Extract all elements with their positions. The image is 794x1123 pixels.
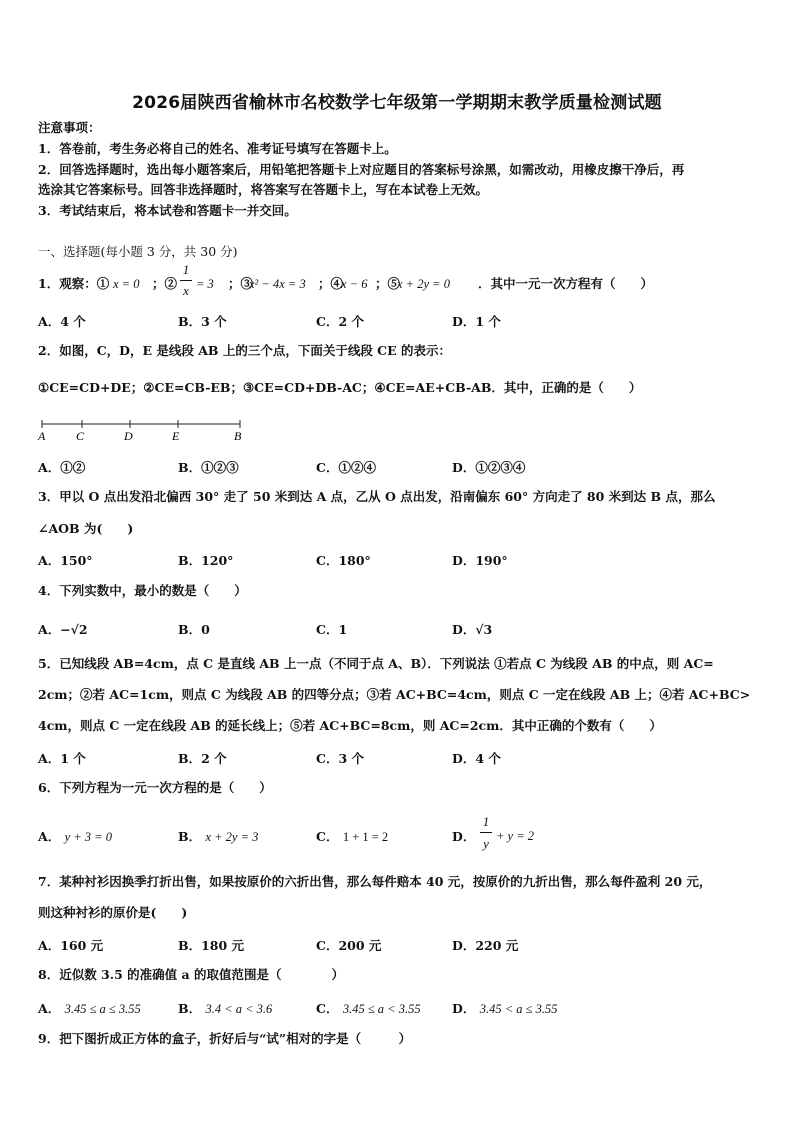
q4-option-b[interactable]: B．0 [178, 622, 210, 637]
notice-item-2-cont: 选涂其它答案标号。回答非选择题时，将答案写在答题卡上，写在本试卷上无效。 [38, 182, 489, 197]
q1-sep2: ；③ [228, 276, 254, 291]
notice-heading: 注意事项： [38, 120, 101, 135]
q1-frac-bar [180, 280, 192, 281]
q6-option-a-expr: y + 3 = 0 [64, 830, 112, 844]
q2-segment-figure [36, 412, 251, 446]
q1-frac-den: x [183, 283, 189, 298]
q2-option-c[interactable]: C．①②④ [316, 460, 376, 475]
label-b: B [234, 429, 242, 443]
q7-line2: 则这种衬衫的原价是( ) [38, 905, 188, 920]
q8-option-a[interactable] [38, 999, 141, 1017]
q1-eq5: x + 2y = 0 [397, 277, 450, 291]
label-e: E [172, 429, 180, 443]
q8-option-a-label: A． [38, 1001, 61, 1016]
q5-line1: 5．已知线段 AB=4cm，点 C 是直线 AB 上一点（不同于点 A、B）．下列说法 ①若点 C 为线段 AB 的中点，则 AC= [38, 656, 714, 671]
q6-option-b-expr: x + 2y = 3 [205, 830, 259, 844]
notice-item-2: 2．回答选择题时，选出每小题答案后，用铅笔把答题卡上对应题目的答案标号涂黑，如需改动，用橡皮擦干净后，再 [38, 162, 685, 177]
q1-sep1: ；② [152, 276, 178, 291]
q5-line2: 2cm；②若 AC=1cm，则点 C 为线段 AB 的四等分点；③若 AC+BC=4cm，则点 C 一定在线段 AB 上；④若 AC+BC> [38, 687, 751, 702]
q1-eq4: x − 6 [341, 277, 368, 291]
q2-option-a[interactable]: A．①② [38, 460, 86, 475]
q6-d-frac-bar [480, 832, 492, 833]
q6-option-d[interactable] [452, 827, 475, 845]
q8-option-c-expr: 3.45 ≤ a < 3.55 [342, 1002, 421, 1016]
q6-option-b[interactable] [178, 827, 258, 845]
q1-suffix: ．其中一元一次方程有（ ） [478, 276, 654, 291]
label-a: A [38, 429, 46, 443]
q6-option-c[interactable] [316, 827, 388, 845]
q1-option-c[interactable]: C．2 个 [316, 314, 364, 329]
q6-option-d-label: D． [452, 829, 476, 844]
q8-option-d-label: D． [452, 1001, 476, 1016]
q2-stem: 2．如图，C，D，E 是线段 AB 上的三个点，下面关于线段 CE 的表示： [38, 343, 452, 358]
q5-line3: 4cm，则点 C 一定在线段 AB 的延长线上；⑤若 AC+BC=8cm，则 AC=2cm．其中正确的个数有（ ） [38, 718, 662, 733]
q1-eq1: x = 0 [113, 277, 140, 291]
q8-option-b-label: B． [178, 1001, 202, 1016]
q5-option-b[interactable]: B．2 个 [178, 751, 227, 766]
q3-line2: ∠AOB 为( ) [38, 521, 134, 536]
notice-item-3: 3．考试结束后，将本试卷和答题卡一并交回。 [38, 203, 297, 218]
q8-option-a-expr: 3.45 ≤ a ≤ 3.55 [64, 1002, 141, 1016]
q6-d-frac-num: 1 [482, 814, 490, 829]
q3-line1: 3．甲以 O 点出发沿北偏西 30° 走了 50 米到达 A 点，乙从 O 点出发，沿南偏东 60° 方向走了 80 米到达 B 点，那么 [38, 489, 716, 504]
q7-option-a[interactable]: A．160 元 [38, 938, 104, 953]
q5-option-d[interactable]: D．4 个 [452, 751, 501, 766]
q8-option-c-label: C． [316, 1001, 339, 1016]
q6-d-expr: + y = 2 [496, 829, 535, 843]
q6-option-a[interactable] [38, 827, 112, 845]
q3-option-c[interactable]: C．180° [316, 553, 371, 568]
page-title: 2026届陕西省榆林市名校数学七年级第一学期期末教学质量检测试题 [132, 93, 662, 113]
q5-option-c[interactable]: C．3 个 [316, 751, 364, 766]
q8-stem: 8．近似数 3.5 的准确值 a 的取值范围是（ ） [38, 967, 344, 982]
q1-prefix: 1．观察：① [38, 276, 110, 291]
section-heading-choice: 一、选择题(每小题 3 分，共 30 分) [38, 244, 238, 259]
q7-option-b[interactable]: B．180 元 [178, 938, 245, 953]
q3-option-d[interactable]: D．190° [452, 553, 508, 568]
q2-option-d[interactable]: D．①②③④ [452, 460, 526, 475]
q6-d-frac-den: y [483, 836, 489, 851]
q4-stem: 4．下列实数中，最小的数是（ ） [38, 583, 247, 598]
q1-option-a[interactable]: A．4 个 [38, 314, 86, 329]
label-c: C [76, 429, 85, 443]
q7-option-c[interactable]: C．200 元 [316, 938, 382, 953]
q3-option-b[interactable]: B．120° [178, 553, 234, 568]
q7-option-d[interactable]: D．220 元 [452, 938, 519, 953]
q2-statements: ①CE=CD+DE；②CE=CB-EB；③CE=CD+DB-AC；④CE=AE+CB-AB．其中，正确的是（ ） [38, 380, 642, 395]
q8-option-d-expr: 3.45 < a ≤ 3.55 [479, 1002, 558, 1016]
q6-option-b-label: B． [178, 829, 202, 844]
q1-frac-num: 1 [182, 262, 190, 277]
q9-stem: 9．把下图折成正方体的盒子，折好后与“试”相对的字是（ ） [38, 1031, 412, 1046]
q6-option-c-label: C． [316, 829, 339, 844]
q6-option-a-label: A． [38, 829, 61, 844]
q1-sep3: ；④ [318, 276, 344, 291]
q4-option-a[interactable]: A．−√2 [38, 622, 88, 637]
q1-sep4: ；⑤ [375, 276, 401, 291]
q6-option-c-expr: 1 + 1 = 2 [342, 830, 389, 844]
q1-option-d[interactable]: D．1 个 [452, 314, 501, 329]
q4-option-d[interactable]: D．√3 [452, 622, 493, 637]
q8-option-d[interactable] [452, 999, 558, 1017]
q8-option-c[interactable] [316, 999, 421, 1017]
q8-option-b-expr: 3.4 < a < 3.6 [205, 1002, 273, 1016]
q4-option-c[interactable]: C．1 [316, 622, 348, 637]
q7-line1: 7．某种衬衫因换季打折出售，如果按原价的六折出售，那么每件赔本 40 元，按原价的九折出售，那么每件盈利 20 元， [38, 874, 712, 889]
q3-option-a[interactable]: A．150° [38, 553, 93, 568]
q8-option-b[interactable] [178, 999, 272, 1017]
q1-eq3: x² − 4x = 3 [249, 277, 306, 291]
q5-option-a[interactable]: A．1 个 [38, 751, 86, 766]
notice-item-1: 1．答卷前，考生务必将自己的姓名、准考证号填写在答题卡上。 [38, 141, 397, 156]
q1-eq2: = 3 [196, 277, 214, 291]
q6-stem: 6．下列方程为一元一次方程的是（ ） [38, 780, 272, 795]
label-d: D [124, 429, 133, 443]
q1-option-b[interactable]: B．3 个 [178, 314, 227, 329]
q2-option-b[interactable]: B．①②③ [178, 460, 239, 475]
